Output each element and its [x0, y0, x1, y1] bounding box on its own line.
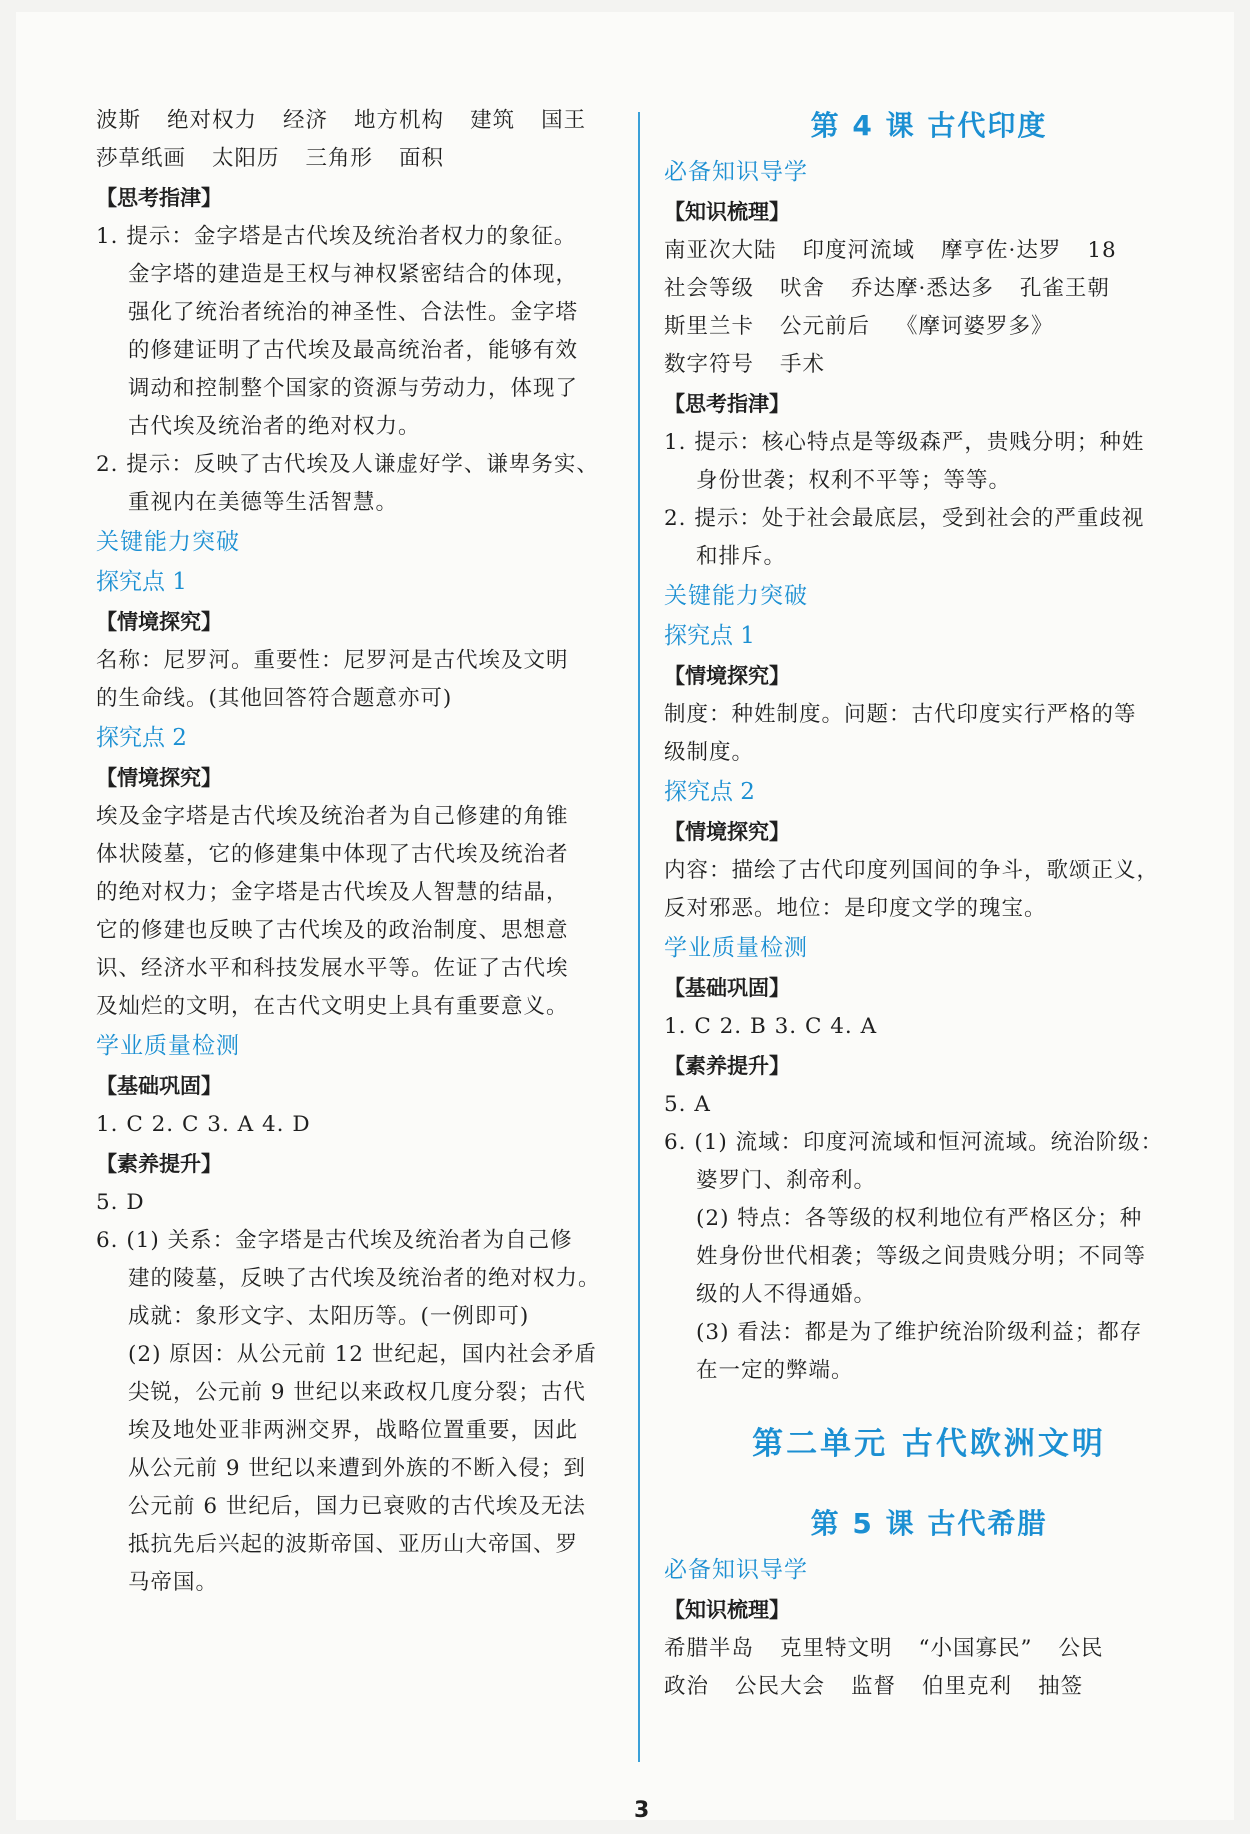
section-heading: 学业质量检测 — [664, 935, 808, 961]
keyword: 印度河流域 — [802, 238, 916, 263]
answer-line: 重视内在美德等生活智慧。 — [128, 490, 399, 515]
keyword: 经济 — [283, 108, 329, 133]
section-heading: 关键能力突破 — [96, 529, 240, 555]
subsection-heading: 探究点 2 — [664, 779, 755, 805]
answer-line: 强化了统治者统治的神圣性、合法性。金字塔 — [128, 300, 579, 325]
keyword: 摩亨佐·达罗 — [941, 238, 1062, 263]
answer-line: 古代埃及统治者的绝对权力。 — [128, 414, 421, 439]
qingjing-label: 【情境探究】 — [96, 609, 222, 634]
answer-line: 马帝国。 — [128, 1570, 219, 1595]
answer-line: 的绝对权力；金字塔是古代埃及人智慧的结晶， — [96, 880, 569, 905]
keyword: 手术 — [780, 352, 826, 377]
answer-line: 及灿烂的文明，在古代文明史上具有重要意义。 — [96, 994, 569, 1019]
answer-line: 埃及地处亚非两洲交界，战略位置重要，因此 — [128, 1418, 579, 1443]
sikao-label: 【思考指津】 — [96, 185, 222, 210]
keyword-line — [664, 270, 1194, 308]
keyword: 地方机构 — [354, 108, 445, 133]
keyword: 南亚次大陆 — [664, 238, 777, 263]
suyang-label: 【素养提升】 — [96, 1151, 222, 1176]
keyword: 吠舍 — [780, 276, 826, 301]
answer-line: 识、经济水平和科技发展水平等。佐证了古代埃 — [96, 956, 569, 981]
answer-line: 反对邪恶。地位：是印度文学的瑰宝。 — [664, 896, 1047, 921]
section-heading: 关键能力突破 — [664, 583, 808, 609]
keyword: 监督 — [851, 1674, 897, 1699]
answer-page — [16, 12, 1234, 1823]
section-heading: 必备知识导学 — [664, 159, 808, 185]
column-divider — [638, 112, 640, 1762]
zhishi-label: 【知识梳理】 — [664, 1597, 790, 1622]
keyword-line — [664, 308, 1194, 346]
answer-line: 建的陵墓，反映了古代埃及统治者的绝对权力。 — [128, 1266, 601, 1291]
keyword-line — [664, 1668, 1194, 1706]
section-heading: 学业质量检测 — [96, 1033, 240, 1059]
subsection-heading: 探究点 1 — [96, 569, 187, 595]
unit-title: 第二单元 古代欧洲文明 — [752, 1426, 1106, 1462]
answer-line: 制度：种姓制度。问题：古代印度实行严格的等 — [664, 702, 1137, 727]
keyword: 公民 — [1058, 1636, 1104, 1661]
answer-line: 内容：描绘了古代印度列国间的争斗，歌颂正义， — [664, 858, 1160, 883]
keyword: 太阳历 — [212, 146, 280, 171]
keyword: 政治 — [664, 1674, 710, 1699]
keyword: 公元前后 — [780, 314, 871, 339]
answer-line: 抵抗先后兴起的波斯帝国、亚历山大帝国、罗 — [128, 1532, 579, 1557]
section-heading: 必备知识导学 — [664, 1557, 808, 1583]
answer-line: 级制度。 — [664, 740, 755, 765]
keyword-line — [664, 232, 1194, 270]
answer-line: 埃及金字塔是古代埃及统治者为自己修建的角锥 — [96, 804, 569, 829]
answer-line: (3) 看法：都是为了维护统治阶级利益；都存 — [696, 1320, 1143, 1345]
answer-line: 身份世袭；权利不平等；等等。 — [696, 468, 1012, 493]
keyword: 公民大会 — [735, 1674, 826, 1699]
sikao-label: 【思考指津】 — [664, 391, 790, 416]
jichu-label: 【基础巩固】 — [96, 1073, 222, 1098]
subsection-heading: 探究点 2 — [96, 725, 187, 751]
keyword: 孔雀王朝 — [1019, 276, 1110, 301]
keyword: 建筑 — [470, 108, 516, 133]
answer-line: 成就：象形文字、太阳历等。(一例即可) — [128, 1304, 530, 1329]
answer-line: 名称：尼罗河。重要性：尼罗河是古代埃及文明 — [96, 648, 569, 673]
answer-line: 尖锐，公元前 9 世纪以来政权几度分裂；古代 — [128, 1380, 586, 1405]
subsection-heading: 探究点 1 — [664, 623, 755, 649]
keyword-line — [664, 1630, 1194, 1668]
answer-line: 姓身份世代相袭；等级之间贵贱分明；不同等 — [696, 1244, 1147, 1269]
answer-line: 的修建证明了古代埃及最高统治者，能够有效 — [128, 338, 579, 363]
answer-line: 从公元前 9 世纪以来遭到外族的不断入侵；到 — [128, 1456, 586, 1481]
answer-line: 1. C 2. B 3. C 4. A — [664, 1014, 878, 1039]
answer-line: (2) 特点：各等级的权利地位有严格区分；种 — [696, 1206, 1143, 1231]
qingjing-label: 【情境探究】 — [664, 819, 790, 844]
answer-line: 和排斥。 — [696, 544, 787, 569]
keyword: 伯里克利 — [922, 1674, 1013, 1699]
answer-line: 6. (1) 流域：印度河流域和恒河流域。统治阶级： — [664, 1130, 1164, 1155]
keyword: 莎草纸画 — [96, 146, 187, 171]
keyword: 克里特文明 — [780, 1636, 893, 1661]
keyword: 数字符号 — [664, 352, 755, 377]
answer-line: 调动和控制整个国家的资源与劳动力，体现了 — [128, 376, 579, 401]
keyword: 《摩诃婆罗多》 — [896, 314, 1054, 339]
answer-line: 2. 提示：反映了古代埃及人谦虚好学、谦卑务实、 — [96, 452, 599, 477]
keyword: 三角形 — [305, 146, 374, 171]
page-number: 3 — [634, 1798, 650, 1823]
lesson-title: 第 4 课 古代印度 — [810, 109, 1048, 142]
keyword: 绝对权力 — [167, 108, 258, 133]
lesson-title: 第 5 课 古代希腊 — [810, 1507, 1048, 1540]
right-column — [664, 100, 1194, 1706]
answer-line: 6. (1) 关系：金字塔是古代埃及统治者为自己修 — [96, 1228, 573, 1253]
keyword: “小国寡民” — [918, 1636, 1033, 1661]
answer-line: 5. D — [96, 1190, 145, 1215]
answer-line: 婆罗门、刹帝利。 — [696, 1168, 877, 1193]
answer-line: 1. 提示：核心特点是等级森严，贵贱分明；种姓 — [664, 430, 1145, 455]
qingjing-label: 【情境探究】 — [664, 663, 790, 688]
keyword: 18 — [1087, 238, 1117, 263]
answer-line: 公元前 6 世纪后，国力已衰败的古代埃及无法 — [128, 1494, 586, 1519]
keyword: 斯里兰卡 — [664, 314, 755, 339]
answer-line: 1. C 2. C 3. A 4. D — [96, 1112, 311, 1137]
keyword-line — [664, 346, 1194, 384]
answer-line: 金字塔的建造是王权与神权紧密结合的体现， — [128, 262, 579, 287]
zhishi-label: 【知识梳理】 — [664, 199, 790, 224]
keyword: 波斯 — [96, 108, 142, 133]
keyword: 面积 — [399, 146, 445, 171]
answer-line: 它的修建也反映了古代埃及的政治制度、思想意 — [96, 918, 569, 943]
keyword: 乔达摩·悉达多 — [851, 276, 994, 301]
answer-line: 2. 提示：处于社会最底层，受到社会的严重歧视 — [664, 506, 1145, 531]
answer-line: 在一定的弊端。 — [696, 1358, 854, 1383]
answer-line: 的生命线。(其他回答符合题意亦可) — [96, 686, 453, 711]
suyang-label: 【素养提升】 — [664, 1053, 790, 1078]
keyword: 希腊半岛 — [664, 1636, 755, 1661]
keyword-line — [96, 102, 621, 140]
keyword: 社会等级 — [664, 276, 755, 301]
keyword: 国王 — [541, 108, 587, 133]
qingjing-label: 【情境探究】 — [96, 765, 222, 790]
jichu-label: 【基础巩固】 — [664, 975, 790, 1000]
keyword: 抽签 — [1038, 1674, 1084, 1699]
answer-line: 5. A — [664, 1092, 711, 1117]
answer-line: 1. 提示：金字塔是古代埃及统治者权力的象征。 — [96, 224, 577, 249]
keyword-line — [96, 140, 621, 178]
left-column — [96, 100, 621, 1602]
answer-line: (2) 原因：从公元前 12 世纪起，国内社会矛盾 — [128, 1342, 597, 1367]
answer-line: 级的人不得通婚。 — [696, 1282, 877, 1307]
answer-line: 体状陵墓，它的修建集中体现了古代埃及统治者 — [96, 842, 569, 867]
